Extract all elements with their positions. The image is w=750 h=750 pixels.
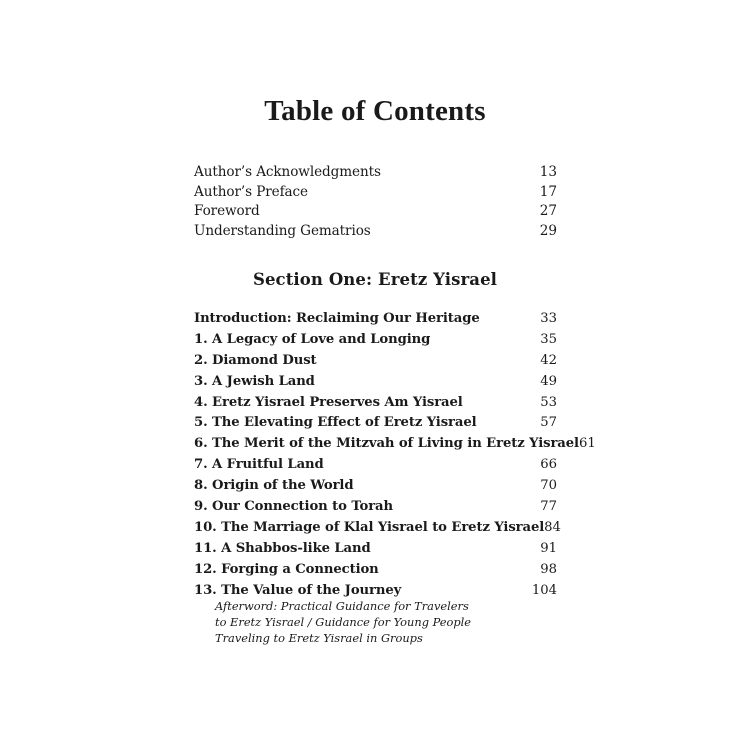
toc-entry-chapter-12[interactable]	[194, 560, 557, 581]
toc-entry-page: 104	[531, 582, 557, 598]
toc-entry-page: 27	[539, 203, 557, 220]
section-heading: Section One: Eretz Yisrael	[252, 270, 498, 289]
toc-entry-label: 12. Forging a Connection	[194, 561, 379, 577]
toc-entry-chapter-11[interactable]	[194, 539, 557, 560]
toc-entry-label: 8. Origin of the World	[194, 478, 354, 494]
afterword-line: Traveling to Eretz Yisrael in Groups	[215, 631, 423, 645]
toc-entry-label: 10. The Marriage of Klal Yisrael to Eretz Yisrael	[194, 519, 545, 535]
toc-entry-chapter-1[interactable]	[194, 330, 557, 351]
toc-entry-label: 3. A Jewish Land	[194, 373, 315, 389]
toc-entry-page: 84	[544, 519, 561, 535]
toc-entry-label: 11. A Shabbos-like Land	[194, 540, 371, 556]
toc-entry-page: 57	[540, 415, 557, 431]
toc-entry-label: 2. Diamond Dust	[194, 352, 317, 368]
toc-entry-label: Introduction: Reclaiming Our Heritage	[194, 311, 480, 326]
toc-entry-chapter-4[interactable]	[194, 393, 557, 414]
toc-entry-page: 91	[540, 540, 557, 556]
toc-entry-page: 77	[540, 499, 557, 515]
toc-entry-gematrios[interactable]	[194, 222, 557, 242]
toc-entry-label: Author’s Preface	[194, 183, 308, 200]
toc-entry-chapter-8[interactable]	[194, 476, 557, 497]
toc-entry-page: 98	[540, 561, 557, 577]
toc-entry-label: 5. The Elevating Effect of Eretz Yisrael	[194, 415, 477, 431]
toc-entry-chapter-3[interactable]	[194, 372, 557, 393]
toc-entry-chapter-7[interactable]	[194, 455, 557, 476]
toc-entry-page: 70	[540, 478, 557, 494]
toc-entry-page: 53	[540, 394, 557, 410]
afterword-line: to Eretz Yisrael / Guidance for Young People	[215, 615, 472, 629]
toc-entry-chapter-6[interactable]	[194, 434, 596, 455]
toc-entry-page: 66	[540, 457, 557, 473]
toc-entry-chapter-10[interactable]	[194, 518, 561, 539]
page-title: Table of Contents	[264, 95, 486, 127]
toc-entry-acknowledgments[interactable]	[194, 163, 557, 183]
toc-entry-label: 7. A Fruitful Land	[194, 457, 324, 473]
front-matter-list	[194, 163, 557, 241]
toc-entry-page: 49	[540, 373, 557, 389]
toc-entry-chapter-2[interactable]	[194, 351, 557, 372]
toc-entry-page: 29	[539, 222, 557, 239]
section-entries-list	[194, 309, 596, 601]
toc-entry-page: 42	[540, 352, 557, 368]
toc-entry-introduction[interactable]	[194, 309, 557, 330]
toc-entry-label: Author’s Acknowledgments	[194, 164, 381, 180]
toc-entry-chapter-9[interactable]	[194, 497, 557, 518]
toc-entry-page: 61	[578, 436, 596, 452]
toc-entry-page: 33	[540, 311, 557, 326]
toc-entry-label: Understanding Gematrios	[194, 222, 371, 239]
toc-entry-label: 4. Eretz Yisrael Preserves Am Yisrael	[194, 394, 463, 410]
toc-entry-chapter-5[interactable]	[194, 413, 557, 434]
toc-entry-label: 1. A Legacy of Love and Longing	[194, 331, 431, 347]
toc-entry-page: 35	[540, 331, 557, 347]
toc-entry-label: 6. The Merit of the Mitzvah of Living in Eretz Yisrael	[194, 436, 579, 452]
afterword-note	[215, 598, 471, 646]
toc-entry-label: Foreword	[194, 203, 260, 220]
toc-entry-foreword[interactable]	[194, 202, 557, 222]
toc-entry-label: 9. Our Connection to Torah	[194, 499, 393, 515]
afterword-line: Afterword: Practical Guidance for Travelers	[215, 599, 469, 613]
toc-entry-label: 13. The Value of the Journey	[194, 582, 402, 598]
toc-entry-page: 13	[539, 164, 557, 180]
toc-entry-preface[interactable]	[194, 183, 557, 203]
toc-entry-page: 17	[539, 183, 557, 200]
